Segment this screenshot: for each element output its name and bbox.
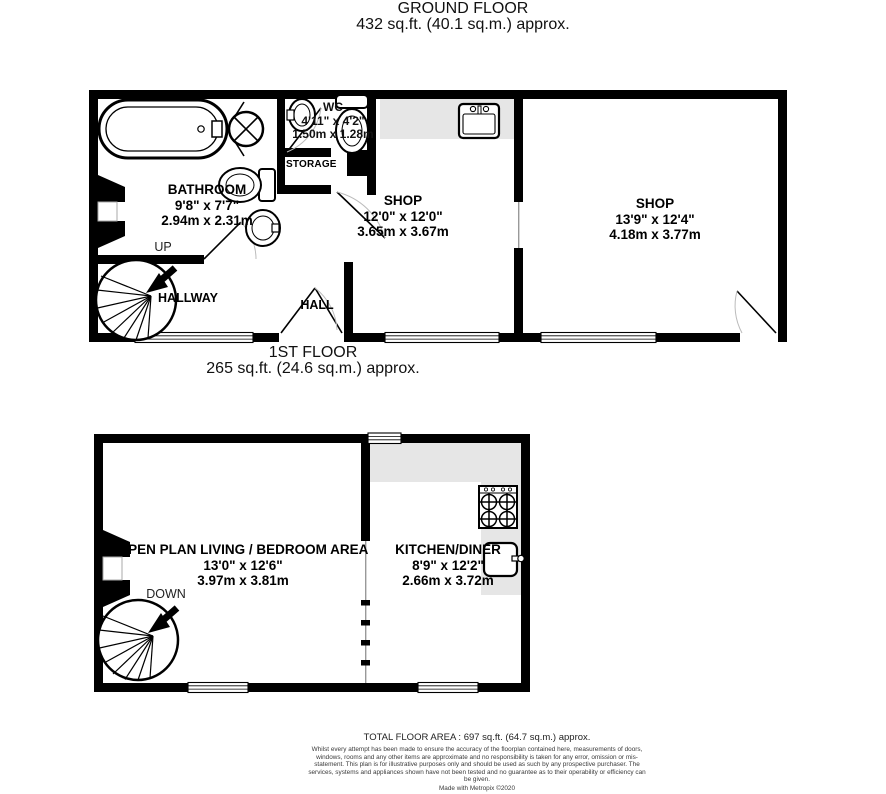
room-label-wc <box>292 101 373 142</box>
room-size-imperial: 9'8" x 7'7" <box>174 197 240 213</box>
shop-sink-icon <box>459 104 499 138</box>
ground-floor-name: GROUND FLOOR <box>397 0 529 17</box>
room-label-bathroom <box>161 182 253 229</box>
extractor-icon <box>229 112 263 146</box>
room-size-metric: 2.66m x 3.72m <box>402 573 494 588</box>
footer <box>307 732 647 793</box>
hall-label: HALL <box>300 298 334 312</box>
window <box>541 333 656 343</box>
room-name: BATHROOM <box>167 182 247 197</box>
room-name: WC <box>323 100 343 114</box>
room-name: OPEN PLAN LIVING / BEDROOM AREA <box>117 542 369 557</box>
bathtub-icon <box>99 100 227 158</box>
room-label-shop2 <box>609 196 701 243</box>
window <box>418 683 478 693</box>
spiral-staircase-icon <box>98 600 178 680</box>
room-size-imperial: 4'11" x 4'2" <box>301 113 365 128</box>
disclaimer-text: Whilst every attempt has been made to ensure the accuracy of the floorplan contained here, measurements of doors, windows, rooms and any other items are approximate and no responsibility is taken for any error, omission or mis-statement. This plan is for illustrative purposes only and should be used as such by any prospective purchaser. The services, systems and appliances shown have not been tested and no guarantee as to their operability or efficiency can be given. <box>308 746 646 784</box>
room-size-metric: 1.50m x 1.28m <box>292 127 374 141</box>
window <box>188 683 248 693</box>
room-size-metric: 3.65m x 3.67m <box>357 224 449 239</box>
shop-door-opening <box>740 333 778 344</box>
room-name: SHOP <box>635 196 675 211</box>
window <box>368 433 401 444</box>
room-size-imperial: 13'0" x 12'6" <box>203 557 283 573</box>
room-name: KITCHEN/DINER <box>395 542 501 557</box>
room-size-metric: 3.97m x 3.81m <box>197 573 289 588</box>
room-size-metric: 4.18m x 3.77m <box>609 227 701 242</box>
storage-label: STORAGE <box>286 159 337 170</box>
room-size-imperial: 13'9" x 12'4" <box>615 211 695 227</box>
room-name: SHOP <box>383 193 423 208</box>
hallway-label: HALLWAY <box>158 291 218 305</box>
room-label-kitchen <box>395 542 501 589</box>
room-label-living <box>118 542 369 589</box>
up-label: UP <box>154 240 172 254</box>
first-floor-title <box>206 345 419 377</box>
ground-floor-title <box>356 1 569 33</box>
first-floor-area: 265 sq.ft. (24.6 sq.m.) approx. <box>206 360 420 377</box>
room-size-metric: 2.94m x 2.31m <box>161 213 253 228</box>
shops-divider-opening <box>518 202 519 248</box>
chimney-breast <box>98 175 125 248</box>
front-door-opening <box>279 333 344 344</box>
room-size-imperial: 12'0" x 12'0" <box>363 208 443 224</box>
ground-floor-area: 432 sq.ft. (40.1 sq.m.) approx. <box>356 16 570 33</box>
first-floor-name: 1ST FLOOR <box>268 344 358 361</box>
room-size-imperial: 8'9" x 12'2" <box>412 557 484 573</box>
total-floor-area: TOTAL FLOOR AREA : 697 sq.ft. (64.7 sq.m.) approx. <box>363 732 591 743</box>
down-label: DOWN <box>146 587 186 601</box>
metropix-credit: Made with Metropix ©2020 <box>438 784 516 792</box>
room-label-shop1 <box>357 193 449 240</box>
window <box>385 333 499 343</box>
stove-icon <box>479 486 517 528</box>
